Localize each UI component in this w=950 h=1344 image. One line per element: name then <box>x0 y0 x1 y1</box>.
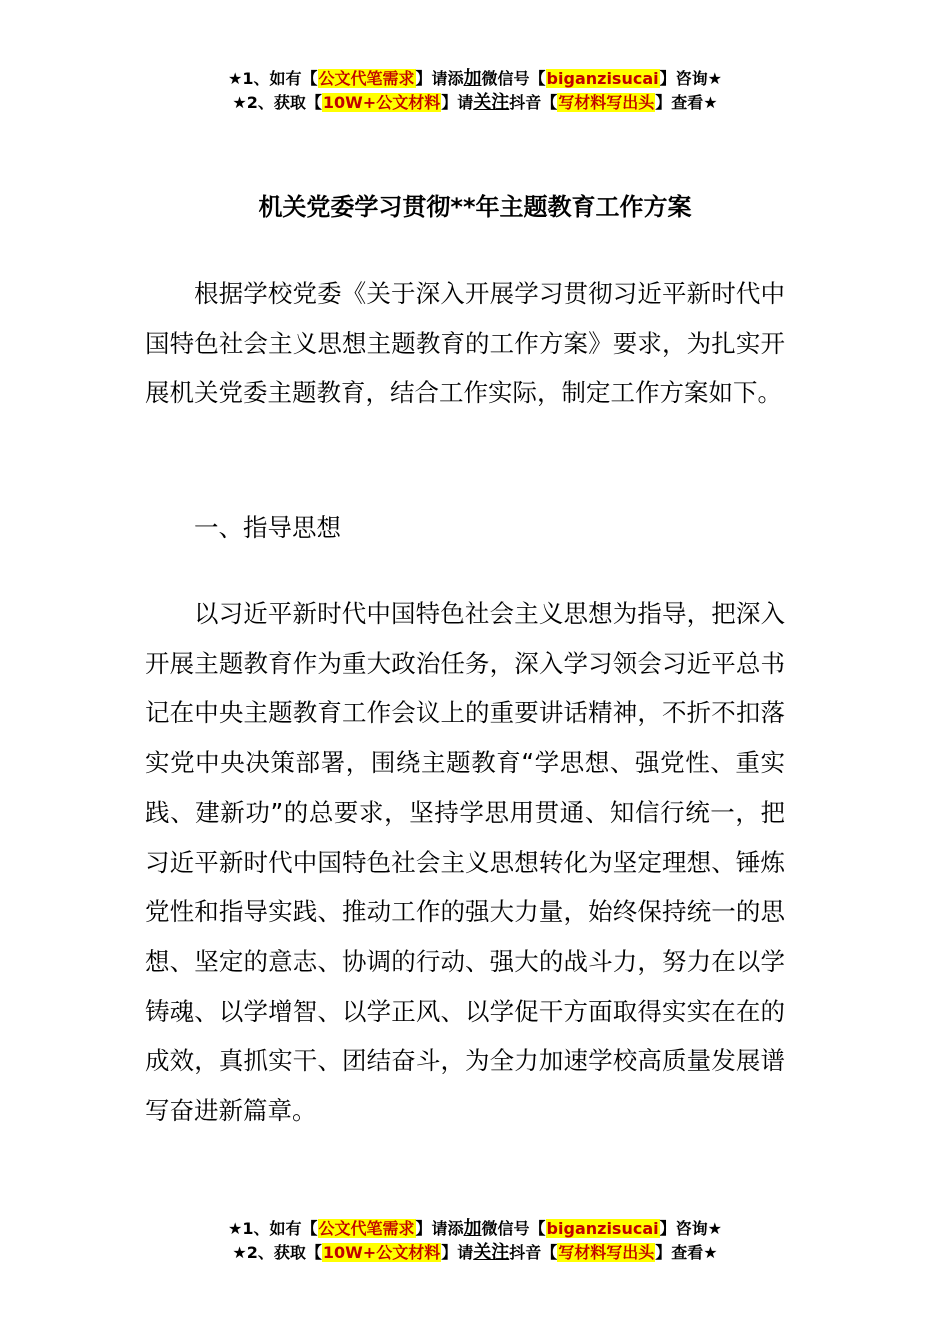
banner-line-1 <box>0 1217 950 1241</box>
banner-line2-emphasis: 关注 <box>473 92 510 113</box>
banner-line2-highlight-account: 写材料写出头 <box>558 1243 655 1262</box>
banner-line1-highlight-wechat-id: biganzisucai <box>546 69 659 88</box>
banner-line2-prefix: ★2、获取【 <box>232 93 322 112</box>
section-heading-guiding-ideology: 一、指导思想 <box>194 513 341 542</box>
banner-line1-emphasis: 加 <box>463 68 482 89</box>
banner-line-1 <box>0 67 950 91</box>
banner-line-2 <box>0 1241 950 1265</box>
banner-line1-mid2: 微信号【 <box>481 1219 546 1238</box>
banner-line2-highlight-materials: 10W+公文材料 <box>322 1243 441 1262</box>
banner-line1-prefix: ★1、如有【 <box>228 69 318 88</box>
banner-line2-emphasis: 关注 <box>473 1242 510 1263</box>
banner-line2-highlight-materials: 10W+公文材料 <box>322 93 441 112</box>
banner-line2-suffix: 】查看★ <box>655 1243 718 1262</box>
banner-line-2 <box>0 91 950 115</box>
paragraph-guiding-ideology: 以习近平新时代中国特色社会主义思想为指导，把深入开展主题教育作为重大政治任务，深入学习领会习近平总书记在中央主题教育工作会议上的重要讲话精神，不折不扣落实党中央决策部署，围绕主题教育“学思想、强党性、重实践、建新功”的总要求，坚持学思用贯通、知信行统一，把习近平新时代中国特色社会主义思想转化为坚定理想、锤炼党性和指导实践、推动工作的强大力量，始终保持统一的思想、坚定的意志、协调的行动、强大的战斗力，努力在以学铸魂、以学增智、以学正风、以学促干方面取得实实在在的成效，真抓实干、团结奋斗，为全力加速学校高质量发展谱写奋进新篇章。 <box>145 599 785 1126</box>
banner-line2-suffix: 】查看★ <box>655 93 718 112</box>
paragraph-intro: 根据学校党委《关于深入开展学习贯彻习近平新时代中国特色社会主义思想主题教育的工作方案》要求，为扎实开展机关党委主题教育，结合工作实际，制定工作方案如下。 <box>145 279 785 408</box>
banner-line1-highlight-service: 公文代笔需求 <box>318 1219 415 1238</box>
document-title: 机关党委学习贯彻**年主题教育工作方案 <box>258 193 692 221</box>
banner-line1-emphasis: 加 <box>463 1218 482 1239</box>
banner-line2-highlight-account: 写材料写出头 <box>558 93 655 112</box>
banner-line1-suffix: 】咨询★ <box>659 1219 722 1238</box>
header-banner <box>0 67 950 115</box>
banner-line2-mid2: 抖音【 <box>509 1243 558 1262</box>
footer-banner <box>0 1217 950 1265</box>
banner-line1-suffix: 】咨询★ <box>659 69 722 88</box>
banner-line2-mid2: 抖音【 <box>509 93 558 112</box>
banner-line1-highlight-wechat-id: biganzisucai <box>546 1219 659 1238</box>
banner-line1-prefix: ★1、如有【 <box>228 1219 318 1238</box>
banner-line2-mid1: 】请 <box>441 93 474 112</box>
banner-line1-mid1: 】请添 <box>415 69 464 88</box>
banner-line1-highlight-service: 公文代笔需求 <box>318 69 415 88</box>
banner-line2-prefix: ★2、获取【 <box>232 1243 322 1262</box>
banner-line1-mid2: 微信号【 <box>481 69 546 88</box>
banner-line2-mid1: 】请 <box>441 1243 474 1262</box>
banner-line1-mid1: 】请添 <box>415 1219 464 1238</box>
